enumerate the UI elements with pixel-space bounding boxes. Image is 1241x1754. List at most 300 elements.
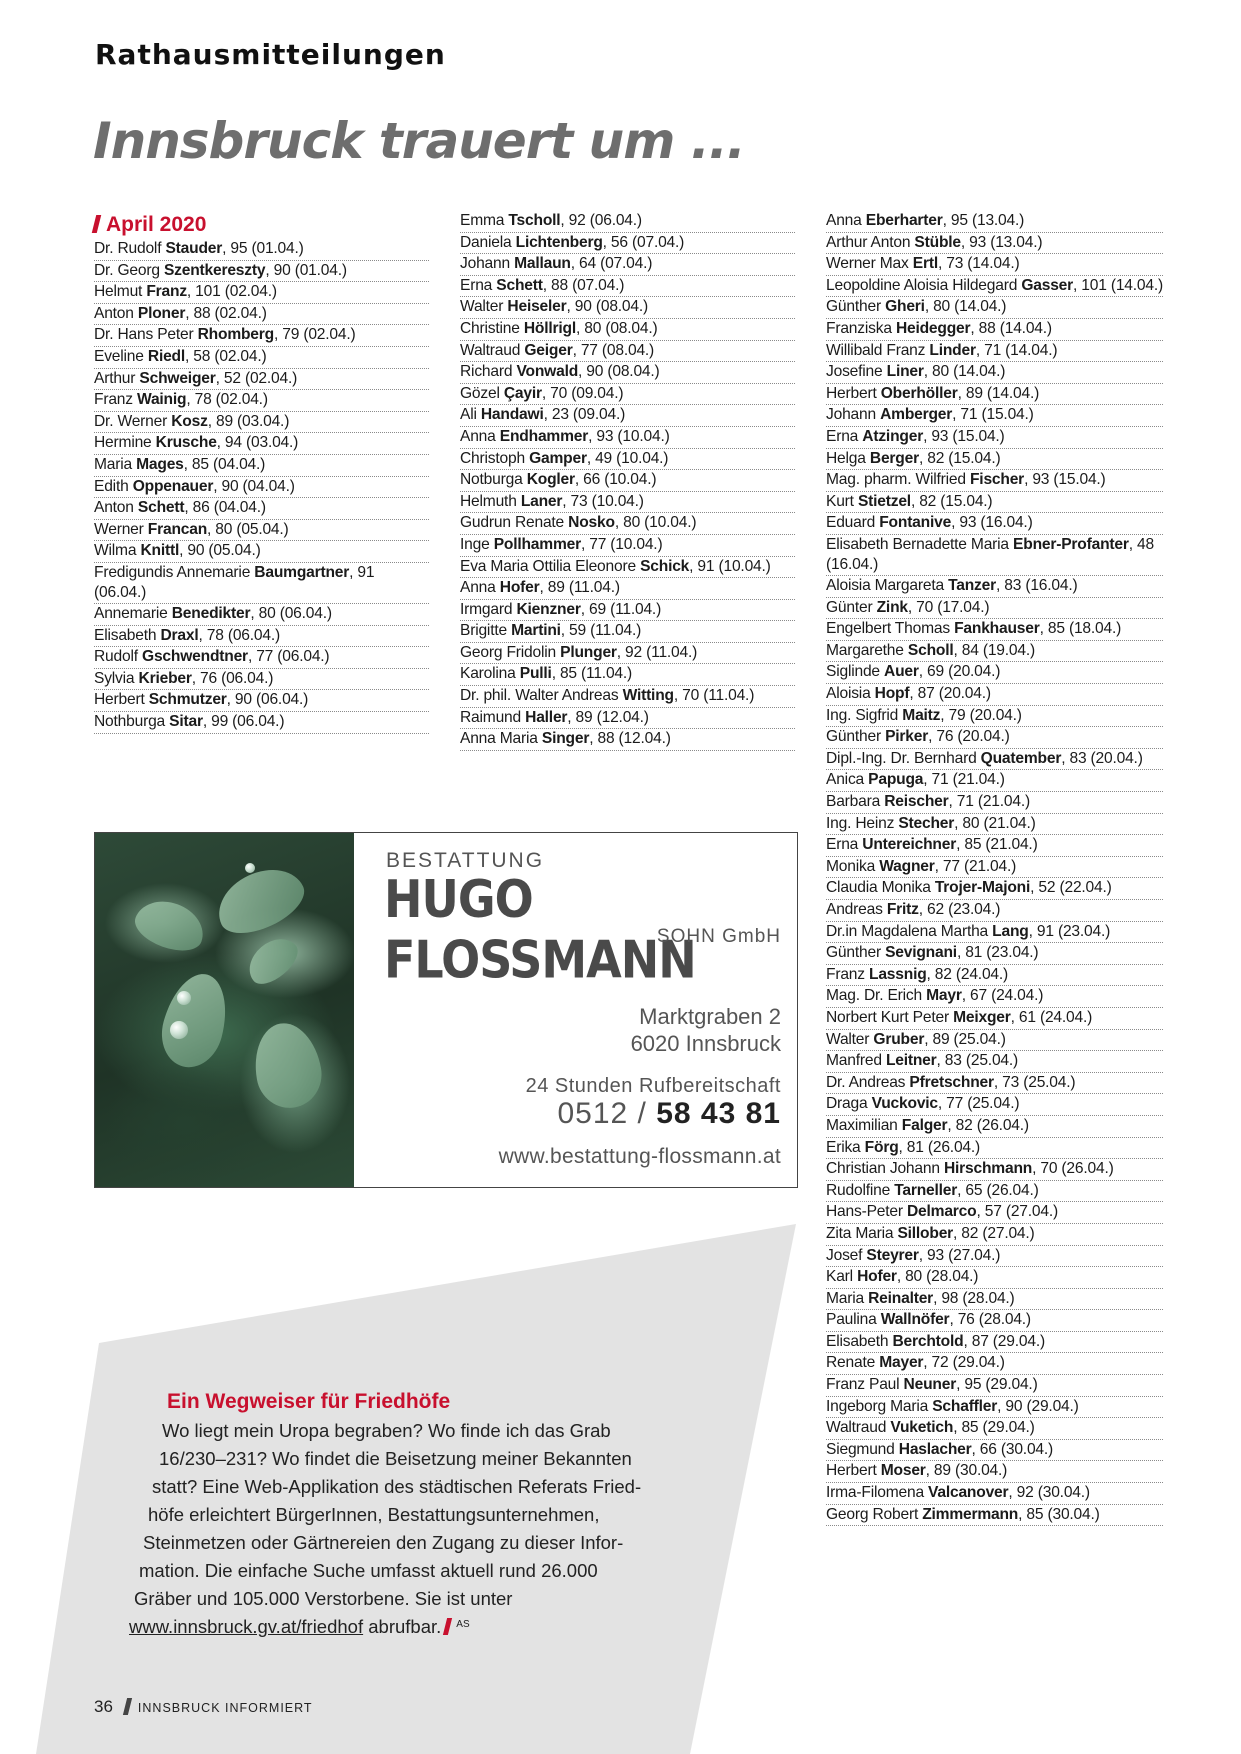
obituary-entry	[826, 211, 1163, 233]
ad-website[interactable]: www.bestattung-flossmann.at	[498, 1145, 781, 1168]
entry-given-name: Günter	[826, 598, 877, 616]
entry-age-date: , 82 (15.04.)	[918, 449, 1001, 467]
entry-age-date: , 80 (06.04.)	[250, 605, 332, 623]
entry-given-name: Herbert	[826, 1462, 881, 1480]
entry-given-name: Gözel	[460, 384, 504, 402]
entry-age-date: , 71 (15.04.)	[952, 406, 1034, 424]
entry-given-name: Andreas	[826, 901, 887, 918]
entry-surname: Heiseler	[507, 298, 567, 316]
entry-given-name: Helmut	[94, 283, 147, 301]
obituary-entry	[826, 1051, 1163, 1073]
entry-surname: Mallaun	[514, 255, 571, 273]
entry-given-name: Dr. Werner	[94, 412, 172, 430]
entry-age-date: , 62 (23.04.)	[918, 901, 1001, 918]
obituary-entry	[826, 770, 1163, 792]
entry-surname: Hofer	[857, 1268, 897, 1286]
entry-surname: Förg	[864, 1138, 899, 1156]
obituary-entry	[460, 211, 795, 233]
entry-age-date: , 77 (10.04.)	[580, 535, 663, 553]
entry-given-name: Christian Johann	[826, 1160, 944, 1178]
entry-given-name: Inge	[460, 535, 494, 553]
entry-surname: Tarneller	[894, 1181, 958, 1199]
entry-age-date: , 57 (27.04.)	[976, 1203, 1058, 1221]
entry-surname: Stietzel	[857, 492, 911, 510]
entry-given-name: Günther	[826, 944, 886, 962]
obituary-entry	[826, 1440, 1163, 1462]
entry-age-date: , 90 (06.04.)	[226, 691, 309, 709]
ad-street: Marktgraben 2	[639, 1004, 781, 1029]
obituary-entry	[94, 347, 429, 369]
entry-surname: Sillober	[897, 1224, 954, 1242]
entry-surname: Benedikter	[171, 605, 251, 623]
entry-age-date: , 85 (29.04.)	[953, 1419, 1035, 1437]
entry-age-date: , 77 (25.04.)	[937, 1095, 1020, 1113]
entry-given-name: Anton	[94, 304, 138, 322]
friedhof-link[interactable]: www.innsbruck.gv.at/friedhof	[129, 1616, 364, 1637]
entry-given-name: Anna	[826, 212, 866, 229]
obituary-entry	[826, 1181, 1163, 1203]
entry-age-date: , 98 (28.04.)	[933, 1289, 1015, 1307]
obituary-entry	[826, 1397, 1163, 1419]
obituary-entry	[460, 686, 795, 708]
entry-age-date: , 90 (05.04.)	[179, 542, 261, 560]
obituary-entry	[826, 427, 1163, 449]
entry-given-name: Maximilian	[826, 1116, 902, 1134]
entry-age-date: , 80 (14.04.)	[924, 298, 1007, 316]
entry-given-name: Rudolf	[94, 648, 143, 666]
entry-age-date: , 91 (23.04.)	[1028, 922, 1111, 940]
entry-surname: Tscholl	[508, 212, 561, 229]
entry-surname: Fankhauser	[954, 620, 1040, 638]
obituary-entry	[826, 1094, 1163, 1116]
entry-surname: Atzinger	[862, 427, 924, 445]
entry-given-name: Josef	[826, 1246, 867, 1264]
entry-age-date: , 89 (30.04.)	[925, 1462, 1008, 1480]
entry-given-name: Draga	[826, 1095, 872, 1113]
obituary-entry	[826, 384, 1163, 406]
entry-age-date: , 23 (09.04.)	[543, 406, 626, 424]
entry-age-date: , 90 (29.04.)	[997, 1397, 1079, 1415]
entry-surname: Endhammer	[499, 427, 589, 445]
entry-surname: Quatember	[980, 749, 1062, 767]
entry-given-name: Willibald Franz	[826, 341, 930, 359]
obituary-entry	[460, 362, 795, 384]
entry-age-date: , 83 (16.04.)	[995, 577, 1078, 595]
entry-given-name: Monika	[826, 857, 880, 875]
entry-surname: Mayer	[879, 1354, 924, 1372]
entry-surname: Vonwald	[516, 363, 579, 381]
entry-surname: Kosz	[171, 412, 208, 430]
obituary-entry	[94, 239, 429, 261]
page-footer	[94, 1697, 313, 1717]
obituary-entry	[826, 706, 1163, 728]
entry-age-date: , 101 (14.04.)	[1073, 276, 1163, 294]
entry-given-name: Georg Robert	[826, 1505, 923, 1523]
obituary-entry	[826, 449, 1163, 471]
entry-age-date: , 93 (27.04.)	[918, 1246, 1001, 1264]
entry-age-date: , 91 (10.04.)	[689, 557, 771, 575]
obituary-entry	[460, 233, 795, 255]
entry-age-date: , 49 (10.04.)	[586, 449, 669, 467]
entry-surname: Draxl	[160, 626, 199, 644]
entry-given-name: Anna	[460, 579, 500, 597]
entry-surname: Berger	[869, 449, 919, 467]
entry-surname: Valcanover	[928, 1484, 1009, 1502]
obituary-entry	[826, 1267, 1163, 1289]
obituary-entry	[826, 1505, 1163, 1527]
entry-age-date: , 70 (09.04.)	[541, 384, 624, 402]
entry-age-date: , 52 (02.04.)	[215, 369, 298, 387]
ad-phone-number: 58 43 81	[656, 1097, 781, 1130]
entry-surname: Tanzer	[948, 577, 996, 595]
obituary-entry	[826, 662, 1163, 684]
obituary-entry	[460, 405, 795, 427]
entry-surname: Schweiger	[139, 369, 216, 387]
entry-surname: Amberger	[880, 406, 953, 424]
obituary-entry	[94, 712, 429, 734]
obituary-column-1	[94, 211, 429, 734]
entry-given-name: Dr. Rudolf	[94, 240, 166, 257]
entry-surname: Nosko	[568, 514, 615, 532]
entry-given-name: Maria	[826, 1289, 869, 1307]
obituary-entry	[826, 1353, 1163, 1375]
entry-surname: Maitz	[902, 706, 941, 724]
entry-given-name: Werner	[94, 520, 148, 538]
entry-given-name: Gudrun Renate	[460, 514, 569, 532]
obituary-entry	[826, 727, 1163, 749]
entry-given-name: Aloisia	[826, 685, 875, 703]
entry-given-name: Kurt	[826, 492, 858, 510]
entry-age-date: , 86 (04.04.)	[184, 499, 266, 517]
obituary-entry	[826, 513, 1163, 535]
entry-surname: Pulli	[519, 665, 552, 683]
obituary-entry	[826, 598, 1163, 620]
entry-surname: Wallnöfer	[880, 1311, 950, 1329]
obituary-entry	[460, 427, 795, 449]
obituary-entry	[826, 1073, 1163, 1095]
entry-surname: Auer	[884, 663, 919, 681]
entry-surname: Vuckovic	[871, 1095, 938, 1113]
ad-phone	[557, 1097, 781, 1131]
entry-surname: Heidegger	[895, 319, 971, 337]
entry-surname: Martini	[511, 622, 561, 640]
entry-age-date: , 64 (07.04.)	[570, 255, 653, 273]
entry-given-name: Waltraud	[460, 341, 525, 359]
entry-given-name: Anica	[826, 771, 869, 789]
entry-given-name: Elisabeth	[826, 1332, 893, 1350]
entry-given-name: Erika	[826, 1138, 865, 1156]
info-line: statt? Eine Web-Applikation des städtischen Referats Fried-	[152, 1476, 642, 1497]
entry-age-date: , 84 (19.04.)	[953, 641, 1035, 659]
leaf-photo	[95, 833, 354, 1187]
entry-surname: Schaffler	[932, 1397, 998, 1415]
entry-age-date: , 101 (02.04.)	[186, 283, 277, 301]
entry-age-date: , 73 (10.04.)	[562, 492, 644, 510]
entry-age-date: , 67 (24.04.)	[961, 987, 1044, 1005]
entry-surname: Vuketich	[890, 1419, 954, 1437]
entry-surname: Zink	[876, 598, 908, 616]
entry-age-date: , 92 (30.04.)	[1008, 1484, 1090, 1502]
obituary-entry	[826, 943, 1163, 965]
entry-surname: Plunger	[560, 643, 617, 661]
entry-surname: Handawi	[480, 406, 544, 424]
obituary-entry	[94, 690, 429, 712]
month-heading	[94, 211, 429, 238]
entry-surname: Geiger	[524, 341, 573, 359]
entry-surname: Kogler	[526, 471, 575, 489]
entry-surname: Baumgartner	[254, 563, 350, 581]
entry-given-name: Richard	[460, 363, 517, 381]
obituary-entry	[460, 254, 795, 276]
entry-age-date: , 95 (01.04.)	[222, 240, 304, 257]
obituary-entry	[94, 563, 429, 604]
entry-surname: Haller	[525, 708, 568, 726]
entry-surname: Hopf	[874, 685, 910, 703]
info-line: mation. Die einfache Suche umfasst aktuell rund 26.000	[139, 1560, 598, 1581]
obituary-entry	[826, 1332, 1163, 1354]
entry-age-date: , 66 (10.04.)	[574, 471, 657, 489]
slash-icon	[123, 1698, 132, 1715]
entry-age-date: , 81 (23.04.)	[956, 944, 1039, 962]
obituary-entry	[826, 362, 1163, 384]
entry-given-name: Mag. Dr. Erich	[826, 987, 927, 1005]
entry-given-name: Irmgard	[460, 600, 517, 618]
entry-surname: Eberharter	[865, 212, 943, 229]
entry-age-date: , 89 (14.04.)	[957, 384, 1040, 402]
entry-age-date: , 92 (11.04.)	[616, 643, 698, 661]
entry-list	[460, 211, 795, 751]
entry-given-name: Emma	[460, 212, 509, 229]
obituary-entry	[826, 1289, 1163, 1311]
entry-age-date: , 69 (11.04.)	[580, 600, 662, 618]
section-title: Rathausmitteilungen	[95, 38, 446, 71]
entry-given-name: Dr. phil. Walter Andreas	[460, 687, 623, 705]
entry-age-date: , 78 (06.04.)	[198, 626, 280, 644]
entry-given-name: Elisabeth	[94, 626, 161, 644]
entry-given-name: Franz	[826, 965, 869, 983]
entry-age-date: , 76 (06.04.)	[191, 669, 274, 687]
entry-given-name: Ing. Heinz	[826, 814, 899, 832]
entry-given-name: Mag. pharm. Wilfried	[826, 471, 970, 489]
entry-surname: Kienzner	[516, 600, 581, 618]
entry-given-name: Wilma	[94, 542, 141, 560]
entry-age-date: , 71 (14.04.)	[975, 341, 1058, 359]
entry-age-date: , 48 (16.04.)	[826, 535, 1154, 573]
entry-surname: Stecher	[898, 814, 955, 832]
entry-given-name: Herbert	[826, 384, 881, 402]
entry-age-date: , 90 (01.04.)	[265, 261, 347, 279]
info-line: Wo liegt mein Uropa begraben? Wo finde ich das Grab	[162, 1420, 611, 1441]
obituary-entry	[826, 965, 1163, 987]
obituary-entry	[460, 578, 795, 600]
entry-age-date: , 88 (14.04.)	[970, 319, 1052, 337]
obituary-entry	[826, 254, 1163, 276]
entry-age-date: , 52 (22.04.)	[1030, 879, 1112, 897]
entry-surname: Untereichner	[862, 836, 957, 854]
obituary-entry	[826, 1461, 1163, 1483]
entry-age-date: , 81 (26.04.)	[898, 1138, 981, 1156]
entry-age-date: , 90 (08.04.)	[578, 363, 660, 381]
entry-age-date: , 85 (04.04.)	[183, 455, 266, 473]
entry-given-name: Johann	[460, 255, 515, 273]
obituary-entry	[460, 492, 795, 514]
entry-age-date: , 93 (16.04.)	[951, 514, 1033, 532]
obituary-entry	[460, 729, 795, 751]
entry-given-name: Walter	[826, 1030, 874, 1048]
entry-age-date: , 77 (21.04.)	[934, 857, 1017, 875]
entry-given-name: Christine	[460, 319, 524, 337]
obituary-entry	[826, 1310, 1163, 1332]
obituary-entry	[826, 900, 1163, 922]
obituary-entry	[826, 1030, 1163, 1052]
entry-given-name: Dr. Hans Peter	[94, 326, 198, 344]
entry-given-name: Erna	[460, 276, 497, 294]
entry-surname: Hirschmann	[943, 1160, 1033, 1178]
entry-age-date: , 80 (08.04.)	[576, 319, 658, 337]
red-slash-icon	[92, 215, 101, 233]
obituary-entry	[826, 492, 1163, 514]
entry-surname: Schett	[496, 276, 543, 294]
obituary-entry	[826, 1224, 1163, 1246]
obituary-entry	[94, 604, 429, 626]
obituary-entry	[94, 261, 429, 283]
ad-label: BESTATTUNG	[386, 849, 545, 872]
info-line: Steinmetzen oder Gärtnereien den Zugang zu dieser Infor-	[143, 1532, 624, 1553]
obituary-entry	[826, 1246, 1163, 1268]
entry-given-name: Rudolfine	[826, 1181, 895, 1199]
obituary-entry	[826, 792, 1163, 814]
obituary-entry	[94, 498, 429, 520]
obituary-entry	[460, 643, 795, 665]
entry-given-name: Walter	[460, 298, 508, 316]
entry-surname: Gasser	[1021, 276, 1074, 294]
entry-age-date: , 88 (07.04.)	[542, 276, 625, 294]
entry-age-date: , 90 (08.04.)	[566, 298, 648, 316]
entry-surname: Mayr	[926, 987, 962, 1005]
entry-given-name: Manfred	[826, 1052, 886, 1070]
entry-age-date: , 83 (20.04.)	[1061, 749, 1143, 767]
entry-surname: Fontanive	[879, 514, 952, 532]
entry-surname: Schmutzer	[148, 691, 227, 709]
entry-surname: Reinalter	[868, 1289, 934, 1307]
entry-surname: Pfretschner	[909, 1073, 994, 1091]
entry-age-date: , 80 (21.04.)	[954, 814, 1036, 832]
entry-given-name: Erna	[826, 427, 863, 445]
entry-surname: Höllrigl	[523, 319, 576, 337]
entry-surname: Meixger	[953, 1008, 1011, 1026]
entry-surname: Krieber	[138, 669, 192, 687]
obituary-entry	[826, 1418, 1163, 1440]
entry-age-date: , 80 (14.04.)	[923, 363, 1006, 381]
obituary-entry	[826, 535, 1163, 576]
obituary-entry	[460, 535, 795, 557]
entry-given-name: Notburga	[460, 471, 527, 489]
obituary-entry	[826, 814, 1163, 836]
entry-surname: Fritz	[886, 901, 919, 918]
obituary-entry	[460, 664, 795, 686]
entry-age-date: , 80 (05.04.)	[207, 520, 289, 538]
entry-age-date: , 93 (15.04.)	[923, 427, 1005, 445]
water-drop	[177, 991, 191, 1005]
ad-company-suffix: SOHN GmbH	[656, 926, 781, 947]
entry-age-date: , 82 (26.04.)	[947, 1116, 1029, 1134]
obituary-entry	[460, 276, 795, 298]
entry-surname: Gruber	[873, 1030, 925, 1048]
obituary-entry	[460, 341, 795, 363]
entry-surname: Ertl	[912, 255, 938, 273]
obituary-entry	[826, 319, 1163, 341]
obituary-entry	[826, 405, 1163, 427]
entry-age-date: , 82 (27.04.)	[953, 1224, 1035, 1242]
entry-given-name: Werner Max	[826, 255, 913, 273]
obituary-entry	[94, 433, 429, 455]
entry-given-name: Norbert Kurt Peter	[826, 1008, 954, 1026]
entry-age-date: , 70 (26.04.)	[1032, 1160, 1114, 1178]
entry-given-name: Dr.in Magdalena Martha	[826, 922, 993, 940]
entry-given-name: Franziska	[826, 319, 896, 337]
entry-age-date: , 80 (28.04.)	[896, 1268, 979, 1286]
entry-age-date: , 87 (20.04.)	[909, 685, 991, 703]
page-headline: Innsbruck trauert um ...	[93, 112, 745, 170]
entry-surname: Scholl	[907, 641, 954, 659]
entry-surname: Reischer	[884, 793, 949, 811]
entry-surname: Berchtold	[892, 1332, 964, 1350]
entry-surname: Çayir	[503, 384, 542, 402]
entry-given-name: Waltraud	[826, 1419, 891, 1437]
entry-given-name: Anna	[460, 427, 500, 445]
entry-given-name: Günther	[826, 298, 886, 316]
entry-age-date: , 69 (20.04.)	[918, 663, 1001, 681]
entry-surname: Zimmermann	[922, 1505, 1019, 1523]
entry-age-date: , 92 (06.04.)	[560, 212, 642, 229]
entry-surname: Fischer	[969, 471, 1025, 489]
entry-given-name: Annemarie	[94, 605, 172, 623]
entry-given-name: Helga	[826, 449, 870, 467]
entry-given-name: Herbert	[94, 691, 149, 709]
obituary-entry	[460, 297, 795, 319]
obituary-entry	[94, 541, 429, 563]
obituary-entry	[826, 1116, 1163, 1138]
entry-age-date: , 77 (08.04.)	[572, 341, 655, 359]
entry-age-date: , 93 (13.04.)	[960, 233, 1043, 251]
obituary-entry	[826, 684, 1163, 706]
entry-age-date: , 80 (10.04.)	[614, 514, 697, 532]
ad-city: 6020 Innsbruck	[630, 1031, 781, 1056]
entry-surname: Papuga	[868, 771, 924, 789]
entry-surname: Mages	[136, 455, 184, 473]
ad-company-name: HUGO FLOSSMANN	[384, 869, 696, 990]
entry-surname: Riedl	[147, 347, 186, 365]
water-drop	[170, 1021, 188, 1039]
page-number: 36	[94, 1697, 113, 1716]
entry-surname: Francan	[147, 520, 208, 538]
obituary-entry	[826, 878, 1163, 900]
entry-given-name: Josefine	[826, 363, 887, 381]
obituary-entry	[94, 520, 429, 542]
entry-surname: Singer	[541, 730, 590, 748]
month-label: April 2020	[106, 213, 207, 236]
entry-given-name: Aloisia Margareta	[826, 577, 949, 595]
entry-given-name: Eva Maria Ottilia Eleonore	[460, 557, 641, 575]
obituary-entry	[94, 282, 429, 304]
entry-age-date: , 82 (24.04.)	[926, 965, 1009, 983]
entry-surname: Knittl	[140, 542, 180, 560]
obituary-entry	[94, 455, 429, 477]
entry-age-date: , 85 (21.04.)	[956, 836, 1038, 854]
entry-surname: Franz	[146, 283, 187, 301]
entry-given-name: Ali	[460, 406, 481, 424]
entry-surname: Laner	[520, 492, 563, 510]
